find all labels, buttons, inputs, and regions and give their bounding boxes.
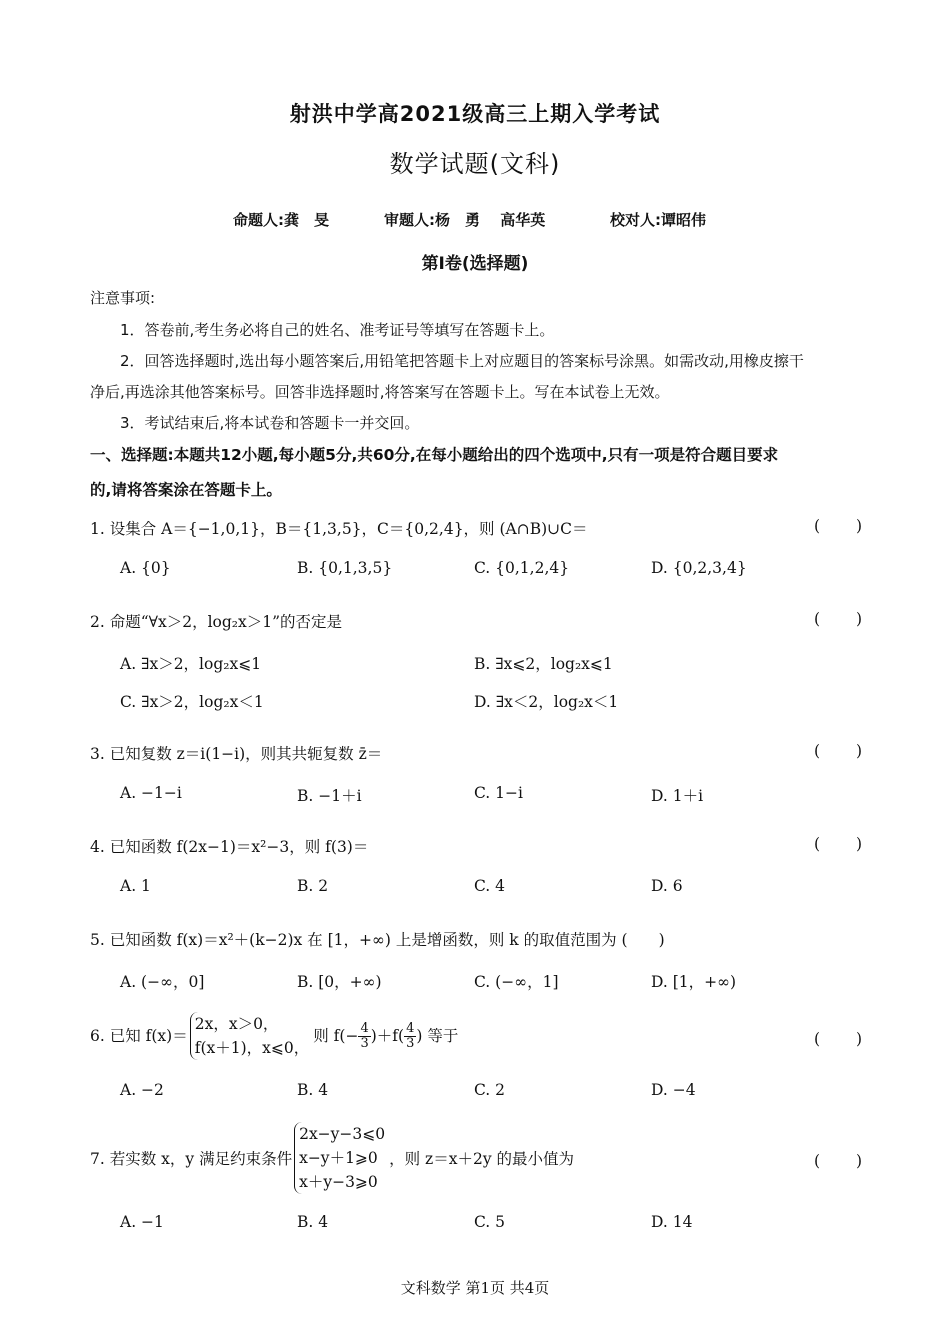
q2-option-d: D. ∃x＜2，log₂x＜1 — [474, 693, 619, 711]
q5-option-d: D. [1，+∞) — [651, 973, 737, 991]
q6-frac2-numerator: 4 — [406, 1020, 415, 1036]
page-footer: 文科数学 第1页 共4页 — [400, 1279, 550, 1297]
q7-constraint-3: x＋y−3⩾0 — [299, 1173, 378, 1191]
exam-title: 射洪中学高2021级高三上期入学考试 — [289, 102, 661, 126]
q1-option-c: C. {0,1,2,4} — [474, 559, 570, 577]
part-title: 第I卷(选择题) — [421, 254, 529, 274]
q1-option-b: B. {0,1,3,5} — [297, 559, 393, 577]
question-1-stem: 1. 设集合 A＝{−1,0,1}，B＝{1,3,5}，C＝{0,2,4}，则 (A∩B)∪C＝ — [90, 520, 588, 538]
q6-option-b: B. 4 — [297, 1081, 329, 1099]
setter: 命题人:龚 旻 — [233, 211, 329, 229]
answer-bracket: ( ) — [814, 742, 862, 760]
q6-case-1: 2x，x＞0， — [194, 1015, 279, 1033]
question-7-stem — [90, 1122, 574, 1194]
q2-option-b: B. ∃x⩽2，log₂x⩽1 — [474, 655, 613, 673]
q3-option-b: B. −1＋i — [297, 787, 362, 805]
question-2-stem: 2. 命题“∀x＞2，log₂x＞1”的否定是 — [90, 613, 343, 631]
answer-bracket: ( ) — [814, 1030, 862, 1048]
q6-piecewise — [190, 1012, 310, 1060]
answer-bracket: ( ) — [814, 1152, 862, 1170]
q5-option-c: C. (−∞，1] — [474, 973, 559, 991]
q7-option-b: B. 4 — [297, 1213, 329, 1231]
q7-option-d: D. 14 — [651, 1213, 693, 1231]
q6-mid: 则 f(− — [313, 1027, 359, 1045]
q3-option-c: C. 1−i — [474, 784, 523, 802]
note-2a: 2．回答选择题时,选出每小题答案后,用铅笔把答题卡上对应题目的答案标号涂黑。如需改动,用橡皮擦干 — [120, 352, 804, 370]
q6-option-c: C. 2 — [474, 1081, 506, 1099]
note-2b: 净后,再选涂其他答案标号。回答非选择题时,将答案写在答题卡上。写在本试卷上无效。 — [90, 383, 670, 401]
question-5-stem: 5. 已知函数 f(x)＝x²＋(k−2)x 在 [1，+∞) 上是增函数，则 k 的取值范围为 ( ) — [90, 931, 665, 949]
q6-fraction-2 — [404, 1022, 416, 1051]
q7-prefix: 7. 若实数 x，y 满足约束条件 — [90, 1150, 293, 1168]
exam-subtitle: 数学试题(文科) — [389, 150, 561, 178]
q7-constraints — [294, 1122, 385, 1194]
q4-option-d: D. 6 — [651, 877, 683, 895]
question-3-stem: 3. 已知复数 z＝i(1−i)，则其共轭复数 z̄＝ — [90, 745, 383, 763]
notes-heading: 注意事项: — [90, 289, 156, 307]
question-4-stem: 4. 已知函数 f(2x−1)＝x²−3，则 f(3)＝ — [90, 838, 369, 856]
q3-option-a: A. −1−i — [120, 784, 182, 802]
question-6-stem — [90, 1012, 458, 1060]
answer-bracket: ( ) — [814, 517, 862, 535]
q4-option-a: A. 1 — [120, 877, 151, 895]
q5-option-b: B. [0，+∞) — [297, 973, 382, 991]
q6-mid2: )＋f( — [370, 1027, 405, 1045]
answer-bracket: ( ) — [814, 835, 862, 853]
q6-frac1-denominator: 3 — [360, 1035, 369, 1051]
q1-option-a: A. {0} — [120, 559, 171, 577]
reviewer: 审题人:杨 勇 高华英 — [384, 211, 546, 229]
note-3: 3．考试结束后,将本试卷和答题卡一并交回。 — [120, 414, 420, 432]
q1-option-d: D. {0,2,3,4} — [651, 559, 747, 577]
q6-option-a: A. −2 — [120, 1081, 164, 1099]
q7-tail: ，则 z＝x＋2y 的最小值为 — [389, 1150, 575, 1168]
proofreader: 校对人:谭昭伟 — [610, 211, 706, 229]
answer-bracket: ( ) — [814, 610, 862, 628]
q6-prefix: 6. 已知 f(x)＝ — [90, 1027, 188, 1045]
q4-option-b: B. 2 — [297, 877, 329, 895]
section-line-1: 一、选择题:本题共12小题,每小题5分,共60分,在每小题给出的四个选项中,只有一项是符合题目要求 — [90, 446, 779, 464]
q6-option-d: D. −4 — [651, 1081, 696, 1099]
q6-frac1-numerator: 4 — [360, 1020, 369, 1036]
q4-option-c: C. 4 — [474, 877, 506, 895]
q7-option-a: A. −1 — [120, 1213, 164, 1231]
q7-constraint-1: 2x−y−3⩽0 — [299, 1125, 386, 1143]
note-1: 1．答卷前,考生务必将自己的姓名、准考证号等填写在答题卡上。 — [120, 321, 555, 339]
q6-tail: ) 等于 — [416, 1027, 459, 1045]
q7-option-c: C. 5 — [474, 1213, 506, 1231]
q6-fraction-1 — [358, 1022, 370, 1051]
q6-case-2: f(x＋1)，x⩽0， — [194, 1039, 310, 1057]
section-line-2: 的,请将答案涂在答题卡上。 — [90, 481, 282, 499]
q6-frac2-denominator: 3 — [406, 1035, 415, 1051]
q5-option-a: A. (−∞，0] — [120, 973, 205, 991]
q7-constraint-2: x−y＋1⩾0 — [299, 1149, 378, 1167]
q3-option-d: D. 1＋i — [651, 787, 704, 805]
q2-option-a: A. ∃x＞2，log₂x⩽1 — [120, 655, 262, 673]
q2-option-c: C. ∃x＞2，log₂x＜1 — [120, 693, 264, 711]
